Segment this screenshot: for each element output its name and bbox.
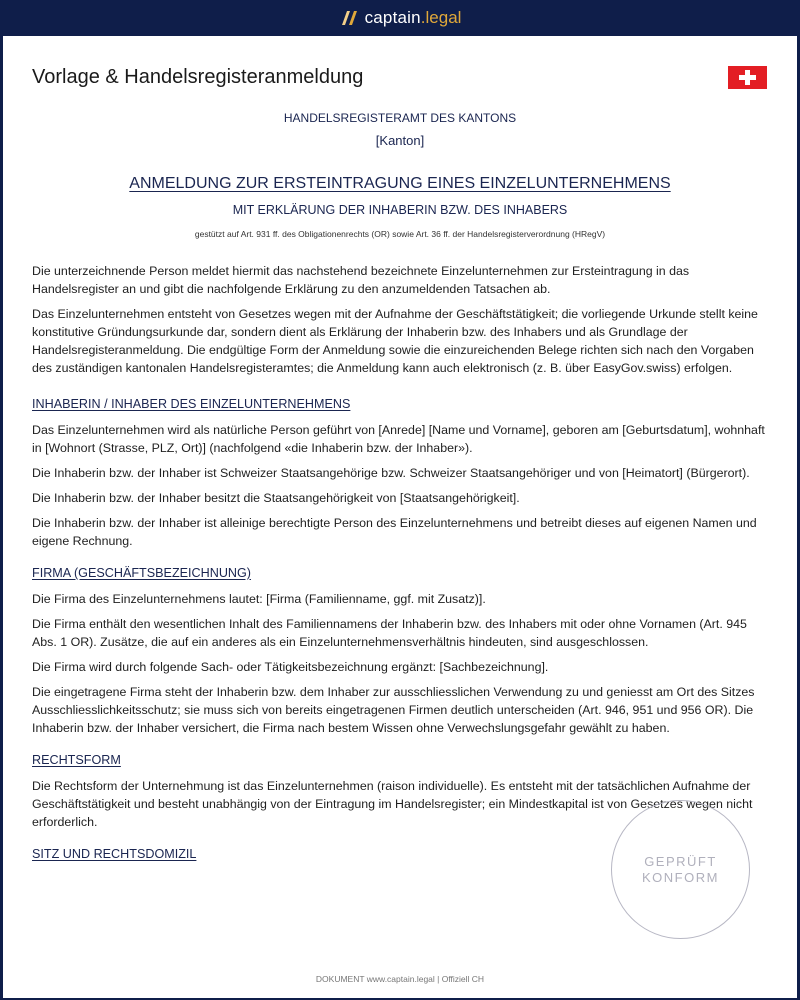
paragraph: Die Firma enthält den wesentlichen Inhalt des Familiennamens der Inhaberin bzw. des Inhabers mit oder ohne Vornamen (Art. 945 Abs. 1 OR). Zusätze, die auf ein anderes als ein Einzelunternehmensverhältnis hindeuten, sind ausgeschlossen. [32,617,747,649]
document-page [3,36,797,998]
legal-basis: gestützt auf Art. 931 ff. des Obligationenrechts (OR) sowie Art. 36 ff. der Handelsregisterverordnung (HRegV) [194,229,606,239]
paragraph: Die Inhaberin bzw. der Inhaber ist Schweizer Staatsangehörige bzw. Schweizer Staatsangehöriger und von [Heimatort] (Bürgerort). [32,466,750,480]
paragraph: Die Inhaberin bzw. der Inhaber ist alleinige berechtigte Person des Einzelunternehmens und betreibt dieses auf eigenen Namen und eigene Rechnung. [32,516,757,548]
section-title-rechtsform: RECHTSFORM [32,753,121,767]
double-slash-logo-icon [339,10,359,26]
kanton-placeholder: [Kanton] [375,133,425,148]
paragraph: Die Rechtsform der Unternehmung ist das Einzelunternehmen (raison individuelle). Es entsteht mit der tatsächlichen Aufnahme der Geschäftstätigkeit und besteht unabhängig von der Eintragung im Handelsregister; ein Mindestkapital ist von Gesetzes wegen nicht erforderlich. [32,779,753,829]
document-title: Vorlage & Handelsregisteranmeldung [32,66,364,88]
document-body [32,262,772,871]
paragraph: Die eingetragene Firma steht der Inhaberin bzw. dem Inhaber zur ausschliesslichen Verwendung zu und geniesst am Ort des Sitzes Ausschliesslichkeitsschutz; sie muss sich von bereits eingetragenen Firmen deutlich unterscheiden (Art. 946, 951 und 956 OR). Die Inhaberin bzw. der Inhaber versichert, die Firma nach bestem Wissen ohne Verwechslungsgefahr gewählt zu haben. [32,685,755,735]
paragraph: Das Einzelunternehmen wird als natürliche Person geführt von [Anrede] [Name und Vorname], geboren am [Geburtsdatum], wohnhaft in [Wohnort (Strasse, PLZ, Ort)] (nachfolgend «die Inhaberin bzw. der Inhaber»). [32,423,765,455]
brand-bar [0,0,800,36]
brand-name: captain.legal [364,8,462,27]
stamp-line: KONFORM [642,869,719,885]
intro-paragraph: Das Einzelunternehmen entsteht von Gesetzes wegen mit der Aufnahme der Geschäftstätigkeit; die vorliegende Urkunde stellt keine konstitutive Gründungsurkunde dar, sondern dient als Erklärung der Inhaberin bzw. des Inhabers und als Grundlage der Handelsregisteranmeldung. Die endgültige Form der Anmeldung sowie die einzureichenden Belege richten sich nach den Vorgaben des zuständigen kantonalen Handelsregisteramtes; die Anmeldung kann auch elektronisch (z. B. über EasyGov.swiss) erfolgen. [32,307,758,375]
main-heading: ANMELDUNG ZUR ERSTEINTRAGUNG EINES EINZELUNTERNEHMENS [129,175,671,192]
paragraph: Die Inhaberin bzw. der Inhaber besitzt die Staatsangehörigkeit von [Staatsangehörigkeit]. [32,491,520,505]
paragraph: Die Firma wird durch folgende Sach- oder Tätigkeitsbezeichnung ergänzt: [Sachbezeichnung]. [32,660,549,674]
paragraph: Die Firma des Einzelunternehmens lautet: [Firma (Familienname, ggf. mit Zusatz)]. [32,592,486,606]
section-title-sitz: SITZ UND RECHTSDOMIZIL [32,847,197,861]
section-title-inhaber: INHABERIN / INHABER DES EINZELUNTERNEHMENS [32,397,351,411]
section-title-firma: FIRMA (GESCHÄFTSBEZEICHNUNG) [32,566,252,580]
swiss-flag-icon [728,66,767,89]
authority-line: HANDELSREGISTERAMT DES KANTONS [283,111,517,125]
stamp-line: GEPRÜFT [644,853,717,869]
intro-paragraph: Die unterzeichnende Person meldet hiermit das nachstehend bezeichnete Einzelunternehmen zur Ersteintragung in das Handelsregister an und gibt die nachfolgende Erklärung zu den anzumeldenden Tatsachen ab. [32,264,690,296]
page-footer: DOKUMENT www.captain.legal | Offiziell CH [315,974,485,984]
sub-heading: MIT ERKLÄRUNG DER INHABERIN BZW. DES INHABERS [232,203,568,217]
